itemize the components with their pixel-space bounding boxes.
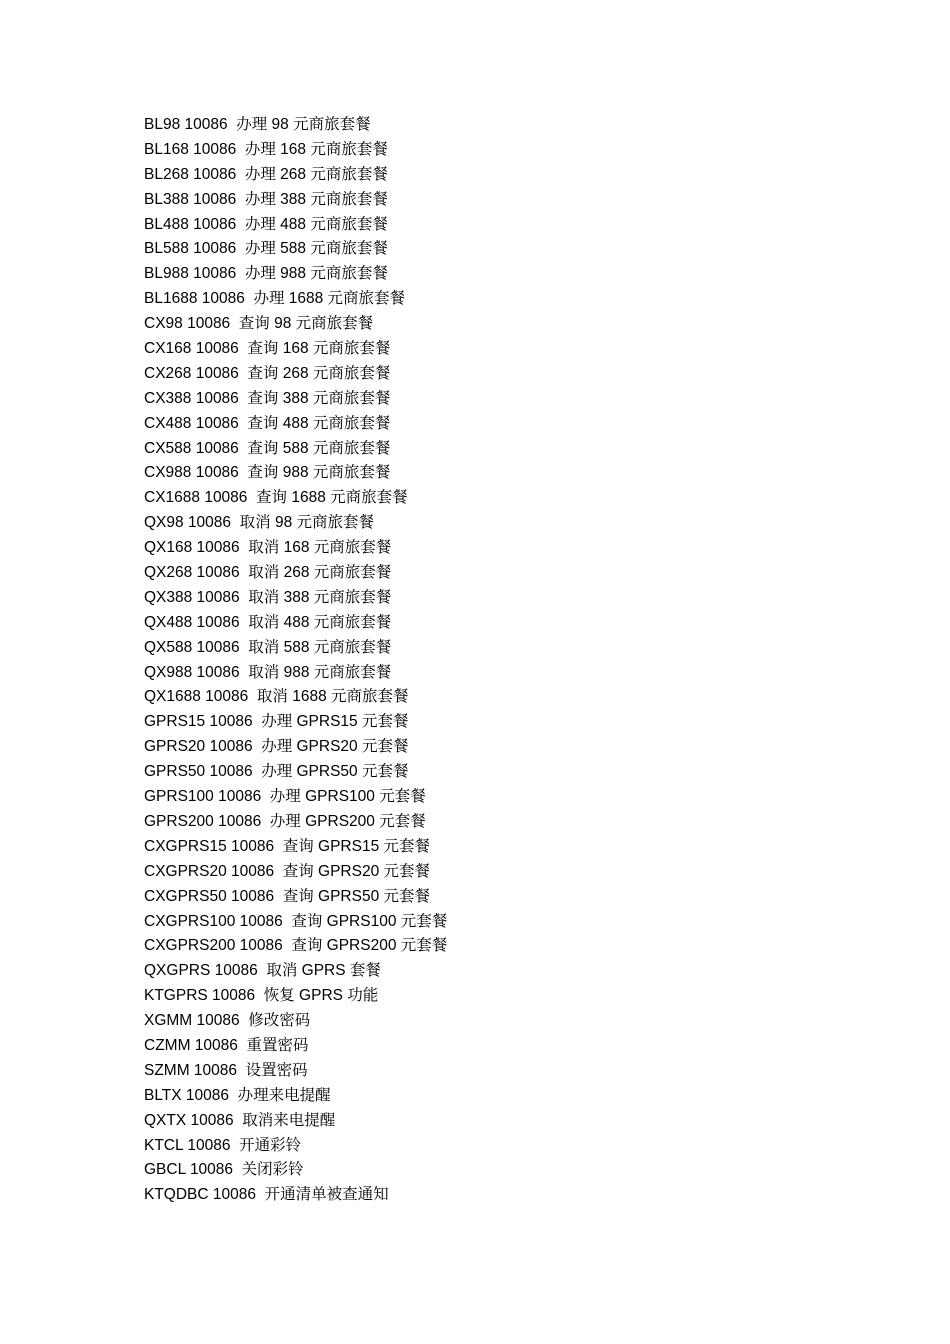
command-line: GPRS200 10086 办理 GPRS200 元套餐 bbox=[144, 812, 426, 830]
command-line: BL1688 10086 办理 1688 元商旅套餐 bbox=[144, 290, 406, 308]
command-line: CXGPRS200 10086 查询 GPRS200 元套餐 bbox=[144, 937, 448, 955]
command-list bbox=[144, 113, 447, 1208]
command-line: CX168 10086 查询 168 元商旅套餐 bbox=[144, 340, 391, 358]
command-line: KTQDBC 10086 开通清单被查通知 bbox=[144, 1186, 389, 1204]
command-line: QX988 10086 取消 988 元商旅套餐 bbox=[144, 663, 392, 681]
command-line: CZMM 10086 重置密码 bbox=[144, 1036, 309, 1054]
command-line: XGMM 10086 修改密码 bbox=[144, 1012, 311, 1030]
command-line: BL388 10086 办理 388 元商旅套餐 bbox=[144, 190, 388, 208]
command-line: QX1688 10086 取消 1688 元商旅套餐 bbox=[144, 688, 409, 706]
command-line: BL168 10086 办理 168 元商旅套餐 bbox=[144, 140, 388, 158]
command-line: CXGPRS50 10086 查询 GPRS50 元套餐 bbox=[144, 887, 431, 905]
command-line: CX388 10086 查询 388 元商旅套餐 bbox=[144, 389, 391, 407]
command-line: SZMM 10086 设置密码 bbox=[144, 1061, 308, 1079]
command-line: CXGPRS20 10086 查询 GPRS20 元套餐 bbox=[144, 862, 431, 880]
command-line: CX588 10086 查询 588 元商旅套餐 bbox=[144, 439, 391, 457]
command-line: QX268 10086 取消 268 元商旅套餐 bbox=[144, 564, 392, 582]
command-line: BL98 10086 办理 98 元商旅套餐 bbox=[144, 116, 371, 133]
command-line: CX988 10086 查询 988 元商旅套餐 bbox=[144, 464, 391, 482]
command-line: BLTX 10086 办理来电提醒 bbox=[144, 1086, 331, 1104]
command-line: CX98 10086 查询 98 元商旅套餐 bbox=[144, 315, 374, 333]
command-line: CXGPRS15 10086 查询 GPRS15 元套餐 bbox=[144, 837, 431, 855]
command-line: CX268 10086 查询 268 元商旅套餐 bbox=[144, 364, 391, 382]
command-line: QX488 10086 取消 488 元商旅套餐 bbox=[144, 613, 392, 631]
command-line: GBCL 10086 关闭彩铃 bbox=[144, 1161, 304, 1179]
command-line: QXTX 10086 取消来电提醒 bbox=[144, 1111, 336, 1129]
command-line: QXGPRS 10086 取消 GPRS 套餐 bbox=[144, 962, 381, 980]
command-line: BL588 10086 办理 588 元商旅套餐 bbox=[144, 240, 388, 258]
command-line: QX168 10086 取消 168 元商旅套餐 bbox=[144, 539, 392, 557]
command-line: QX388 10086 取消 388 元商旅套餐 bbox=[144, 588, 392, 606]
command-line: GPRS100 10086 办理 GPRS100 元套餐 bbox=[144, 788, 426, 806]
command-line: CX488 10086 查询 488 元商旅套餐 bbox=[144, 414, 391, 432]
command-line: BL268 10086 办理 268 元商旅套餐 bbox=[144, 165, 388, 183]
command-line: QX98 10086 取消 98 元商旅套餐 bbox=[144, 514, 375, 532]
command-line: QX588 10086 取消 588 元商旅套餐 bbox=[144, 638, 392, 656]
command-line: BL988 10086 办理 988 元商旅套餐 bbox=[144, 265, 388, 283]
command-line: CX1688 10086 查询 1688 元商旅套餐 bbox=[144, 489, 408, 507]
command-line: KTCL 10086 开通彩铃 bbox=[144, 1136, 302, 1154]
command-line: BL488 10086 办理 488 元商旅套餐 bbox=[144, 215, 388, 233]
command-line: KTGPRS 10086 恢复 GPRS 功能 bbox=[144, 987, 379, 1005]
command-line: GPRS15 10086 办理 GPRS15 元套餐 bbox=[144, 713, 409, 731]
command-line: GPRS20 10086 办理 GPRS20 元套餐 bbox=[144, 738, 409, 756]
command-line: CXGPRS100 10086 查询 GPRS100 元套餐 bbox=[144, 912, 448, 930]
command-line: GPRS50 10086 办理 GPRS50 元套餐 bbox=[144, 763, 409, 781]
